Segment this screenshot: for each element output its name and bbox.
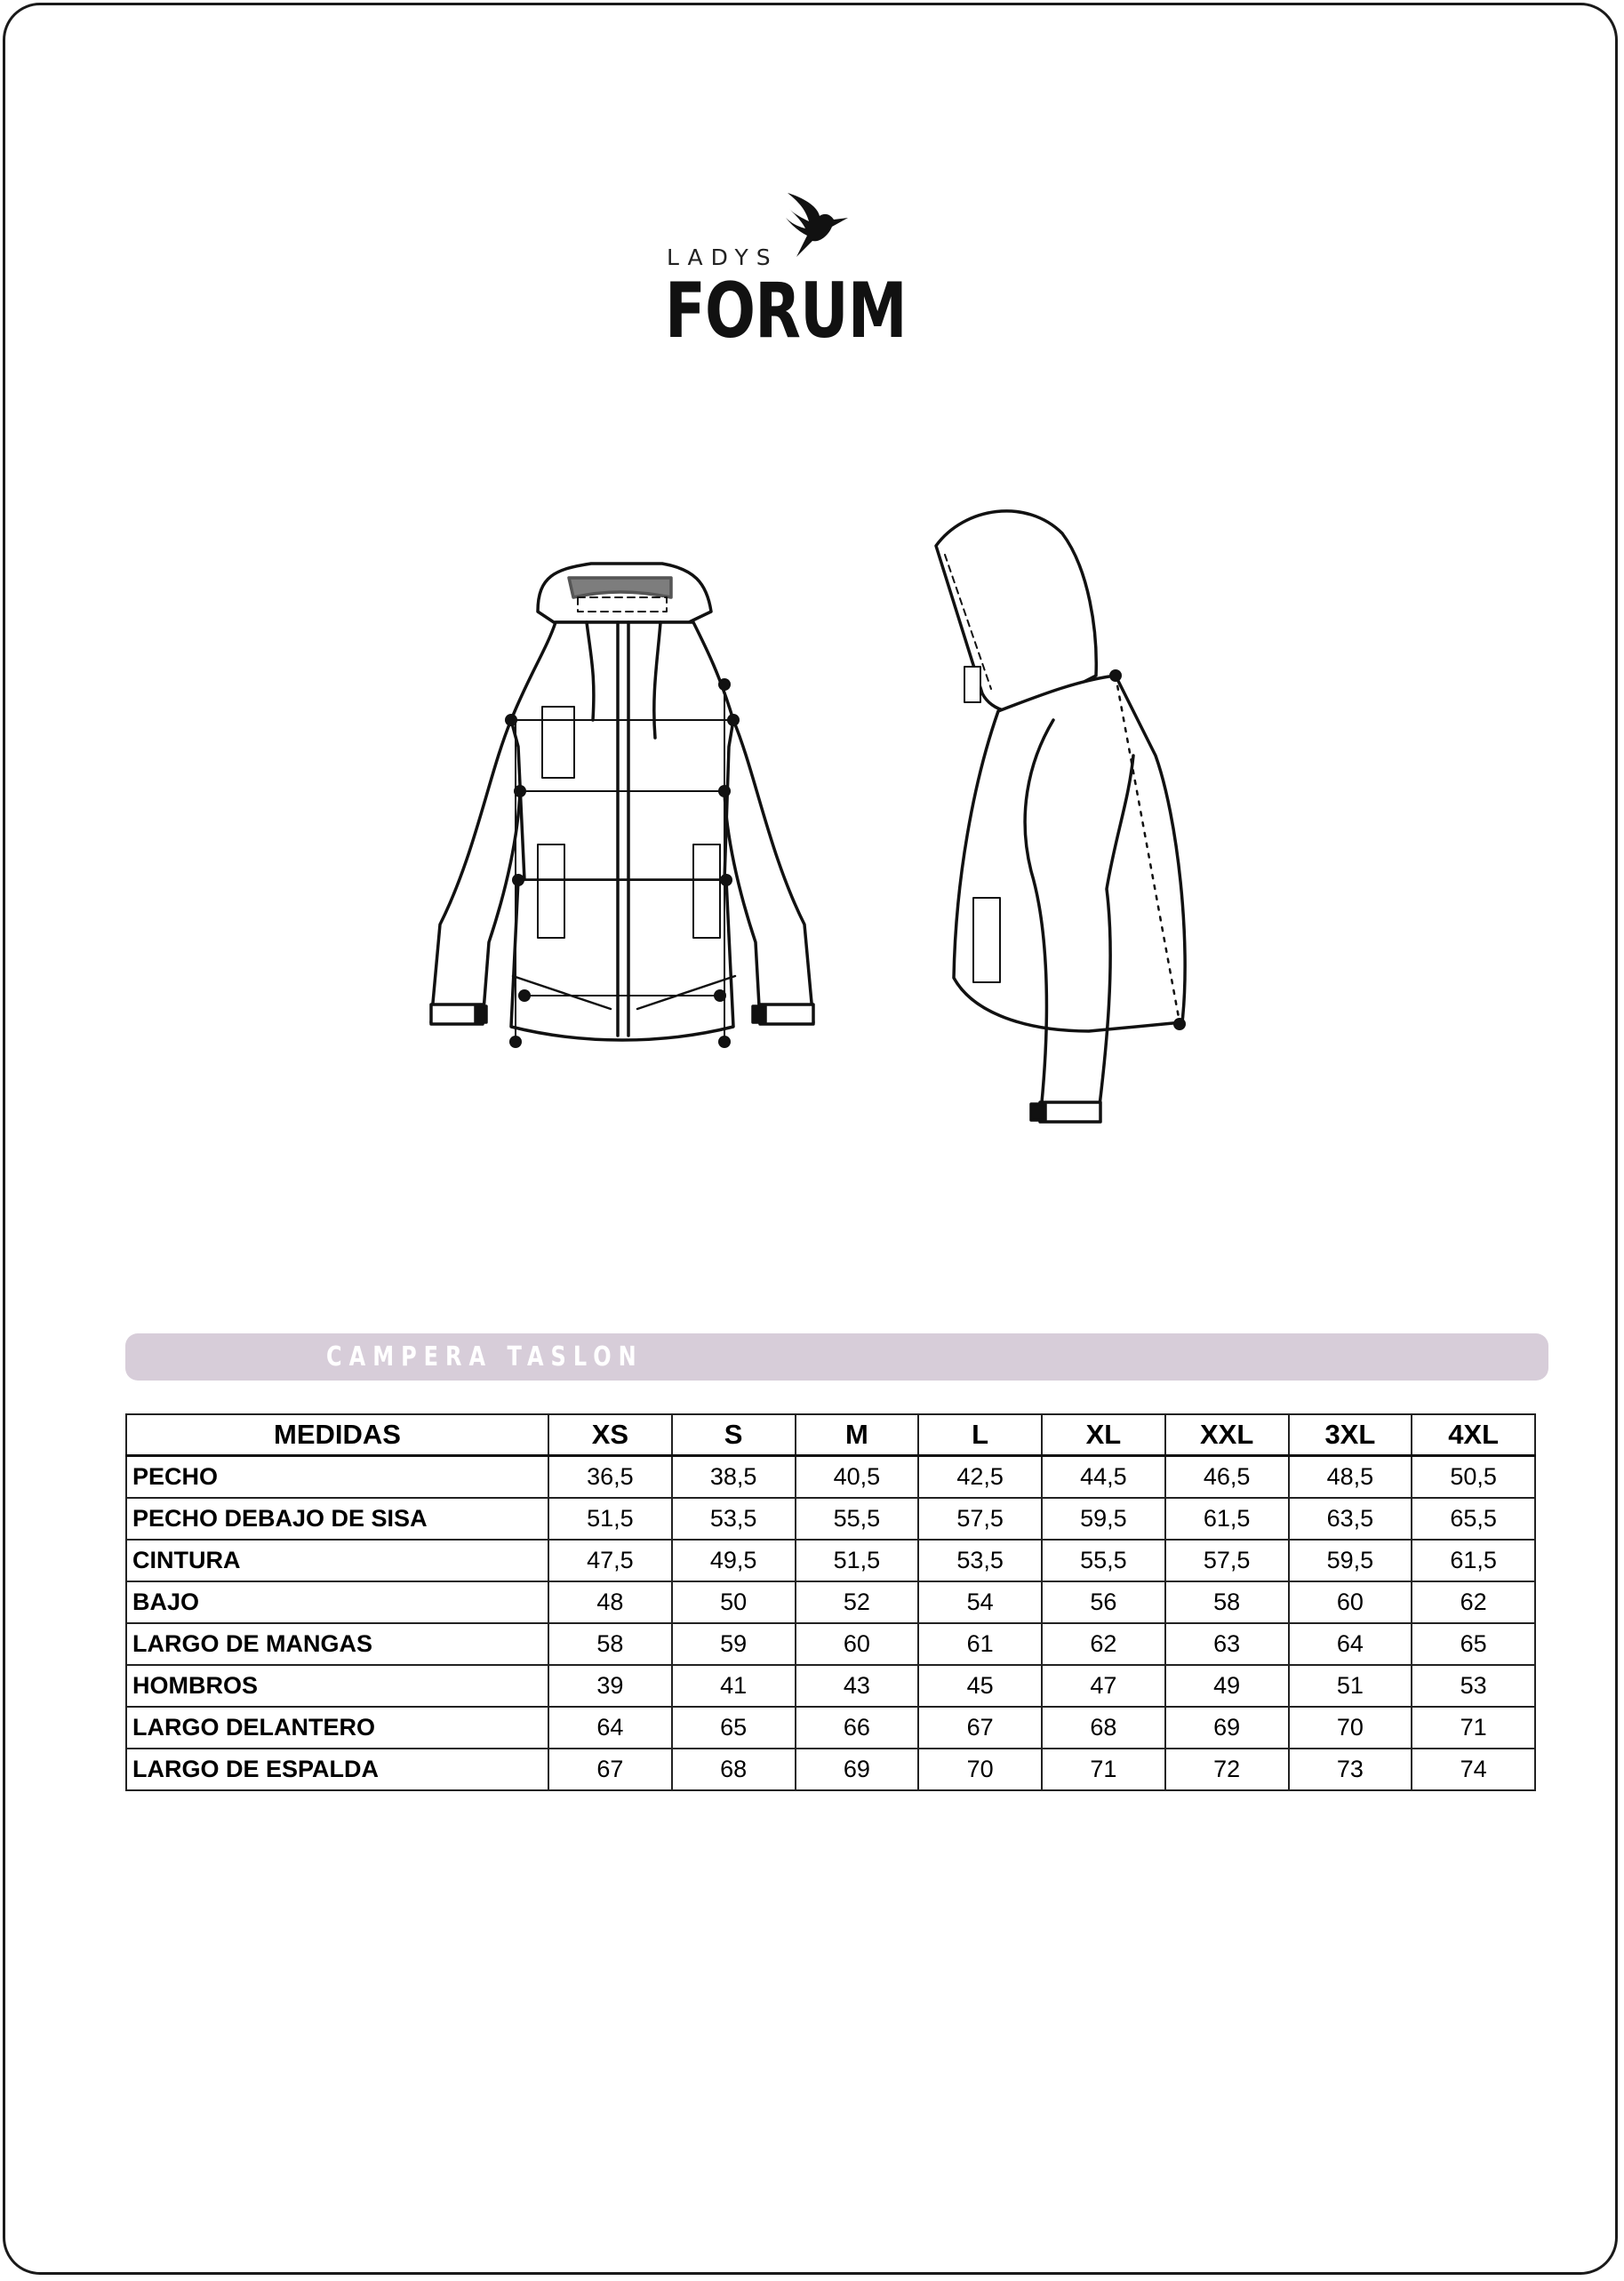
row-label: PECHO xyxy=(126,1456,548,1499)
brand-logo xyxy=(665,191,907,356)
table-cell: 59 xyxy=(672,1623,796,1665)
table-cell: 47,5 xyxy=(548,1540,672,1581)
table-cell: 41 xyxy=(672,1665,796,1707)
table-cell: 65 xyxy=(672,1707,796,1749)
brand-small-text: LADYS xyxy=(667,244,779,270)
table-cell: 61,5 xyxy=(1412,1540,1535,1581)
table-cell: 42,5 xyxy=(918,1456,1042,1499)
table-cell: 71 xyxy=(1412,1707,1535,1749)
table-cell: 47 xyxy=(1042,1665,1165,1707)
table-cell: 67 xyxy=(918,1707,1042,1749)
table-cell: 36,5 xyxy=(548,1456,672,1499)
table-row xyxy=(126,1581,1535,1623)
table-cell: 39 xyxy=(548,1665,672,1707)
row-label: BAJO xyxy=(126,1581,548,1623)
column-header: S xyxy=(672,1414,796,1456)
table-cell: 54 xyxy=(918,1581,1042,1623)
table-row xyxy=(126,1707,1535,1749)
table-cell: 74 xyxy=(1412,1749,1535,1790)
table-cell: 67 xyxy=(548,1749,672,1790)
table-cell: 62 xyxy=(1042,1623,1165,1665)
column-header: 4XL xyxy=(1412,1414,1535,1456)
row-label: LARGO DE MANGAS xyxy=(126,1623,548,1665)
table-cell: 50,5 xyxy=(1412,1456,1535,1499)
product-banner xyxy=(125,1333,1548,1381)
table-cell: 59,5 xyxy=(1042,1498,1165,1540)
table-cell: 57,5 xyxy=(1165,1540,1289,1581)
table-cell: 43 xyxy=(796,1665,919,1707)
table-cell: 68 xyxy=(1042,1707,1165,1749)
table-cell: 45 xyxy=(918,1665,1042,1707)
brand-name: FORUM xyxy=(665,267,907,356)
table-cell: 70 xyxy=(918,1749,1042,1790)
table-cell: 53,5 xyxy=(672,1498,796,1540)
table-cell: 70 xyxy=(1289,1707,1412,1749)
table-cell: 69 xyxy=(796,1749,919,1790)
row-label: LARGO DELANTERO xyxy=(126,1707,548,1749)
table-cell: 60 xyxy=(796,1623,919,1665)
table-row xyxy=(126,1498,1535,1540)
table-cell: 51 xyxy=(1289,1665,1412,1707)
table-cell: 65,5 xyxy=(1412,1498,1535,1540)
table-cell: 63 xyxy=(1165,1623,1289,1665)
table-cell: 50 xyxy=(672,1581,796,1623)
table-cell: 65 xyxy=(1412,1623,1535,1665)
row-label: HOMBROS xyxy=(126,1665,548,1707)
table-cell: 72 xyxy=(1165,1749,1289,1790)
table-cell: 40,5 xyxy=(796,1456,919,1499)
table-cell: 56 xyxy=(1042,1581,1165,1623)
table-cell: 51,5 xyxy=(548,1498,672,1540)
column-header: MEDIDAS xyxy=(126,1414,548,1456)
table-cell: 61 xyxy=(918,1623,1042,1665)
table-cell: 57,5 xyxy=(918,1498,1042,1540)
table-cell: 61,5 xyxy=(1165,1498,1289,1540)
table-cell: 53,5 xyxy=(918,1540,1042,1581)
technical-drawings xyxy=(404,498,1231,1253)
table-cell: 48 xyxy=(548,1581,672,1623)
table-cell: 59,5 xyxy=(1289,1540,1412,1581)
column-header: M xyxy=(796,1414,919,1456)
table-cell: 62 xyxy=(1412,1581,1535,1623)
row-label: CINTURA xyxy=(126,1540,548,1581)
hummingbird-icon xyxy=(779,191,850,262)
column-header: L xyxy=(918,1414,1042,1456)
table-cell: 51,5 xyxy=(796,1540,919,1581)
table-cell: 60 xyxy=(1289,1581,1412,1623)
table-cell: 66 xyxy=(796,1707,919,1749)
jacket-front-drawing xyxy=(431,564,813,1048)
column-header: XS xyxy=(548,1414,672,1456)
table-cell: 48,5 xyxy=(1289,1456,1412,1499)
size-chart-table xyxy=(125,1413,1536,1791)
column-header: 3XL xyxy=(1289,1414,1412,1456)
table-cell: 55,5 xyxy=(1042,1540,1165,1581)
table-cell: 68 xyxy=(672,1749,796,1790)
table-cell: 49 xyxy=(1165,1665,1289,1707)
table-cell: 46,5 xyxy=(1165,1456,1289,1499)
table-cell: 53 xyxy=(1412,1665,1535,1707)
table-cell: 44,5 xyxy=(1042,1456,1165,1499)
row-label: LARGO DE ESPALDA xyxy=(126,1749,548,1790)
table-row xyxy=(126,1749,1535,1790)
table-cell: 64 xyxy=(548,1707,672,1749)
table-cell: 63,5 xyxy=(1289,1498,1412,1540)
jacket-side-drawing xyxy=(936,511,1186,1122)
table-row xyxy=(126,1456,1535,1499)
table-cell: 38,5 xyxy=(672,1456,796,1499)
table-cell: 58 xyxy=(1165,1581,1289,1623)
column-header: XL xyxy=(1042,1414,1165,1456)
table-row xyxy=(126,1665,1535,1707)
table-cell: 73 xyxy=(1289,1749,1412,1790)
product-title: CAMPERA TASLON xyxy=(326,1341,644,1373)
table-row xyxy=(126,1623,1535,1665)
table-cell: 52 xyxy=(796,1581,919,1623)
table-cell: 71 xyxy=(1042,1749,1165,1790)
row-label: PECHO DEBAJO DE SISA xyxy=(126,1498,548,1540)
table-cell: 58 xyxy=(548,1623,672,1665)
table-cell: 64 xyxy=(1289,1623,1412,1665)
column-header: XXL xyxy=(1165,1414,1289,1456)
table-header-row xyxy=(126,1414,1535,1456)
table-cell: 49,5 xyxy=(672,1540,796,1581)
table-row xyxy=(126,1540,1535,1581)
table-cell: 69 xyxy=(1165,1707,1289,1749)
table-cell: 55,5 xyxy=(796,1498,919,1540)
